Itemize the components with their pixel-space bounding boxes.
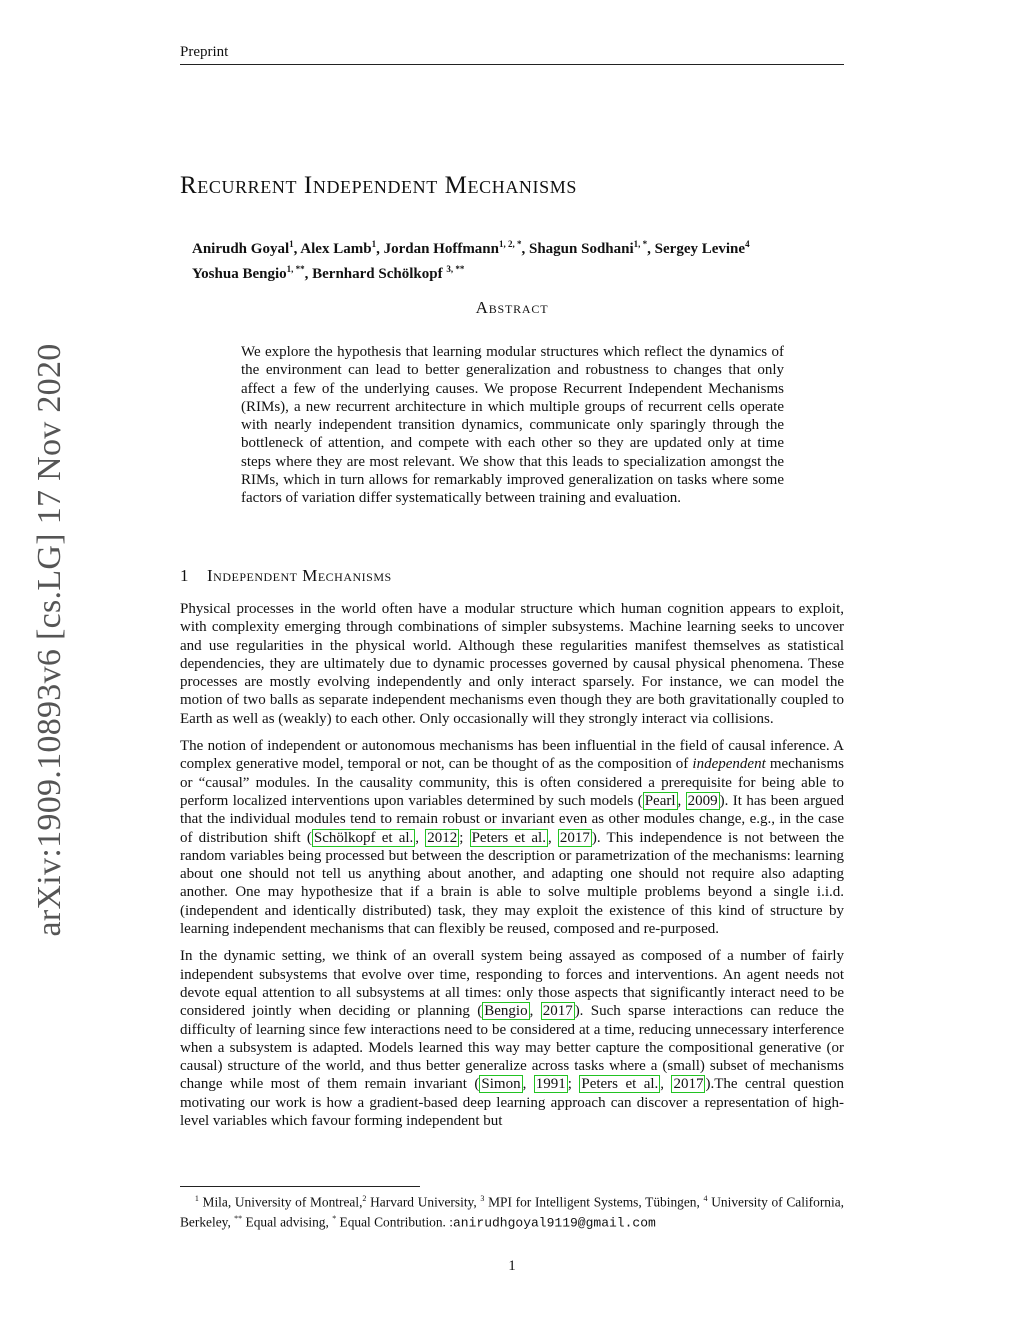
footnote-mark: 1 (194, 1194, 199, 1203)
text-run: The notion of independent or autonomous mechanisms has been influential in the field of causal inference. A complex generative model, temporal or not, can be thought of as the composition of (180, 738, 844, 773)
body-text (180, 600, 844, 1139)
footnote-mark: 2 (362, 1194, 367, 1203)
author-name: , Sergey Levine (647, 241, 746, 257)
citation-link[interactable]: Pearl (644, 792, 676, 809)
citation-link[interactable]: Schölkopf et al. (313, 829, 414, 846)
citation-link[interactable]: Bengio (484, 1003, 528, 1020)
citation-link[interactable]: 2012 (427, 829, 458, 846)
text-run: , (660, 1076, 672, 1093)
author-name: , Shagun Sodhani (521, 241, 634, 257)
footnote-mark: * (332, 1214, 337, 1224)
footnote-text: MPI for Intelligent Systems, Tübingen, (484, 1194, 704, 1210)
citation-link[interactable]: Peters et al. (581, 1076, 659, 1093)
section-heading (180, 566, 392, 586)
footnote-rule (180, 1186, 420, 1187)
author-name: , Alex Lamb (293, 241, 372, 257)
affiliation-mark: 3, ** (446, 264, 465, 274)
emphasis: independent (692, 756, 766, 773)
footnote (180, 1190, 844, 1232)
section-title: Independent Mechanisms (207, 566, 392, 585)
author-name: , Bernhard Schölkopf (304, 266, 447, 282)
text-run: ).The central question motivating our work is how a gradient-based deep learning approach can discover a representation of high-level variables which favour forming independent but (180, 1076, 845, 1130)
text-run: , (547, 829, 558, 846)
text-run: ; (567, 1076, 580, 1093)
footnote-text: University of California, Berkeley, (180, 1194, 844, 1230)
author-name: , Jordan Hoffmann (376, 241, 499, 257)
abstract-text: We explore the hypothesis that learning modular structures which reflect the dynamics of the environment can lead to better generalization and robustness to changes that only affect a few of the underlying causes. We propose Recurrent Independent Mechanisms (RIMs), a new recurrent architecture in which multiple groups of recurrent cells operate with nearly independent transition dynamics, communicate only sparingly through the bottleneck of attention, and compete with each other so they are updated only at time steps where they are most relevant. We show that this leads to specialization amongst the RIMs, which in turn allows for remarkably improved generalization on tasks where some factors of variation differ systematically between training and evaluation. (241, 344, 784, 507)
affiliation-mark: 4 (745, 239, 750, 249)
footnote-mark: 3 (480, 1194, 485, 1203)
footnote-text: Mila, University of Montreal, (198, 1194, 363, 1210)
text-run: , (529, 1003, 541, 1020)
citation-link[interactable]: 1991 (535, 1076, 566, 1093)
text-run: , (522, 1076, 534, 1093)
footnote-mark: ** (234, 1214, 243, 1224)
affiliation-mark: 1 (289, 239, 294, 249)
text-run: mechanisms or “causal” modules. In the causality community, this is often considered a prerequisite for being able to perform localized interventions upon variables determined by such models ( (180, 756, 844, 809)
footnote-text: Equal Contribution. : (336, 1214, 453, 1230)
citation-link[interactable]: 2017 (542, 1003, 573, 1020)
email-link[interactable]: anirudhgoyal9119@gmail.com (452, 1215, 656, 1231)
citation-link[interactable]: 2017 (673, 1076, 704, 1093)
page-number: 1 (508, 1258, 516, 1274)
author-list (192, 234, 750, 284)
citation-link[interactable]: Peters et al. (471, 829, 546, 846)
text-run: , (677, 792, 686, 809)
text-run: , (415, 829, 426, 846)
text-run: In the dynamic setting, we think of an overall system being assayed as composed of a number of fairly independent subsystems that evolve over time, responding to forces and interventions. An agent needs not devote equal attention to all subsystems at all times: only those aspects that significantly interact need to be considered jointly when deciding or planning ( (180, 948, 844, 1020)
text-run: ). This independence is not between the random variables being processed but between the description or parametrization of the mechanisms: learning about one should not tell us anything about another, and adapting one should not require also adapting another. One may hypothesize that if a brain is able to solve multiple problems beyond a single i.i.d. (independent and identically distributed) task, they may exploit the existence of this kind of structure by learning independent mechanisms that can flexibly be reused, composed and re-purposed. (180, 829, 845, 938)
text-run: ; (459, 829, 470, 846)
section-number: 1 (180, 566, 189, 585)
author-name: Anirudh Goyal (192, 241, 290, 257)
affiliation-mark: 1, ** (286, 264, 305, 274)
paper-title: Recurrent Independent Mechanisms (180, 172, 577, 199)
affiliation-mark: 1 (371, 239, 377, 249)
text-run: ). Such sparse interactions can reduce the difficulty of learning since few interactions need to be considered at a time, reducing unnecessary interference when a subsystem is adapted. Models learned this way may better capture the compositional generative (or causal) structure of the world, and thus better generalize across tasks where a (small) subset of mechanisms change while most of them remain invariant ( (180, 1003, 844, 1093)
footnote-text: Harvard University, (366, 1194, 481, 1210)
paragraph-2 (180, 737, 844, 938)
abstract-heading: Abstract (475, 298, 549, 317)
citation-link[interactable]: Simon (481, 1076, 521, 1093)
text-run: ). It has been argued that the individual modules tend to remain robust or invariant even as other modules change, e.g., in the case of distribution shift ( (180, 792, 844, 846)
running-header: Preprint (180, 44, 844, 65)
paragraph-3 (180, 947, 844, 1130)
footnote-text: Equal advising, (242, 1214, 333, 1230)
affiliation-mark: 1, * (633, 239, 648, 249)
paragraph-1: Physical processes in the world often have a modular structure which human cognition appears to exploit, with complexity emerging through combinations of simpler subsystems. Machine learning seeks to uncover and use regularities in the physical world. Although these regularities manifest themselves as statistical dependencies, they are ultimately due to dynamic processes governed by causal physical phenomena. These processes are mostly evolving independently and only interact sparsely. For instance, we can model the motion of two balls as separate independent mechanisms even though they are both gravitationally coupled to Earth as well as (weakly) to each other. Only occasionally will they strongly interact via collisions. (180, 601, 844, 727)
citation-link[interactable]: 2017 (559, 829, 590, 846)
affiliation-mark: 1, 2, * (499, 239, 522, 249)
footnote-mark: 4 (703, 1194, 708, 1203)
citation-link[interactable]: 2009 (687, 792, 718, 809)
author-name: Yoshua Bengio (192, 266, 287, 282)
arxiv-side-stamp: arXiv:1909.10893v6 [cs.LG] 17 Nov 2020 (31, 343, 68, 937)
